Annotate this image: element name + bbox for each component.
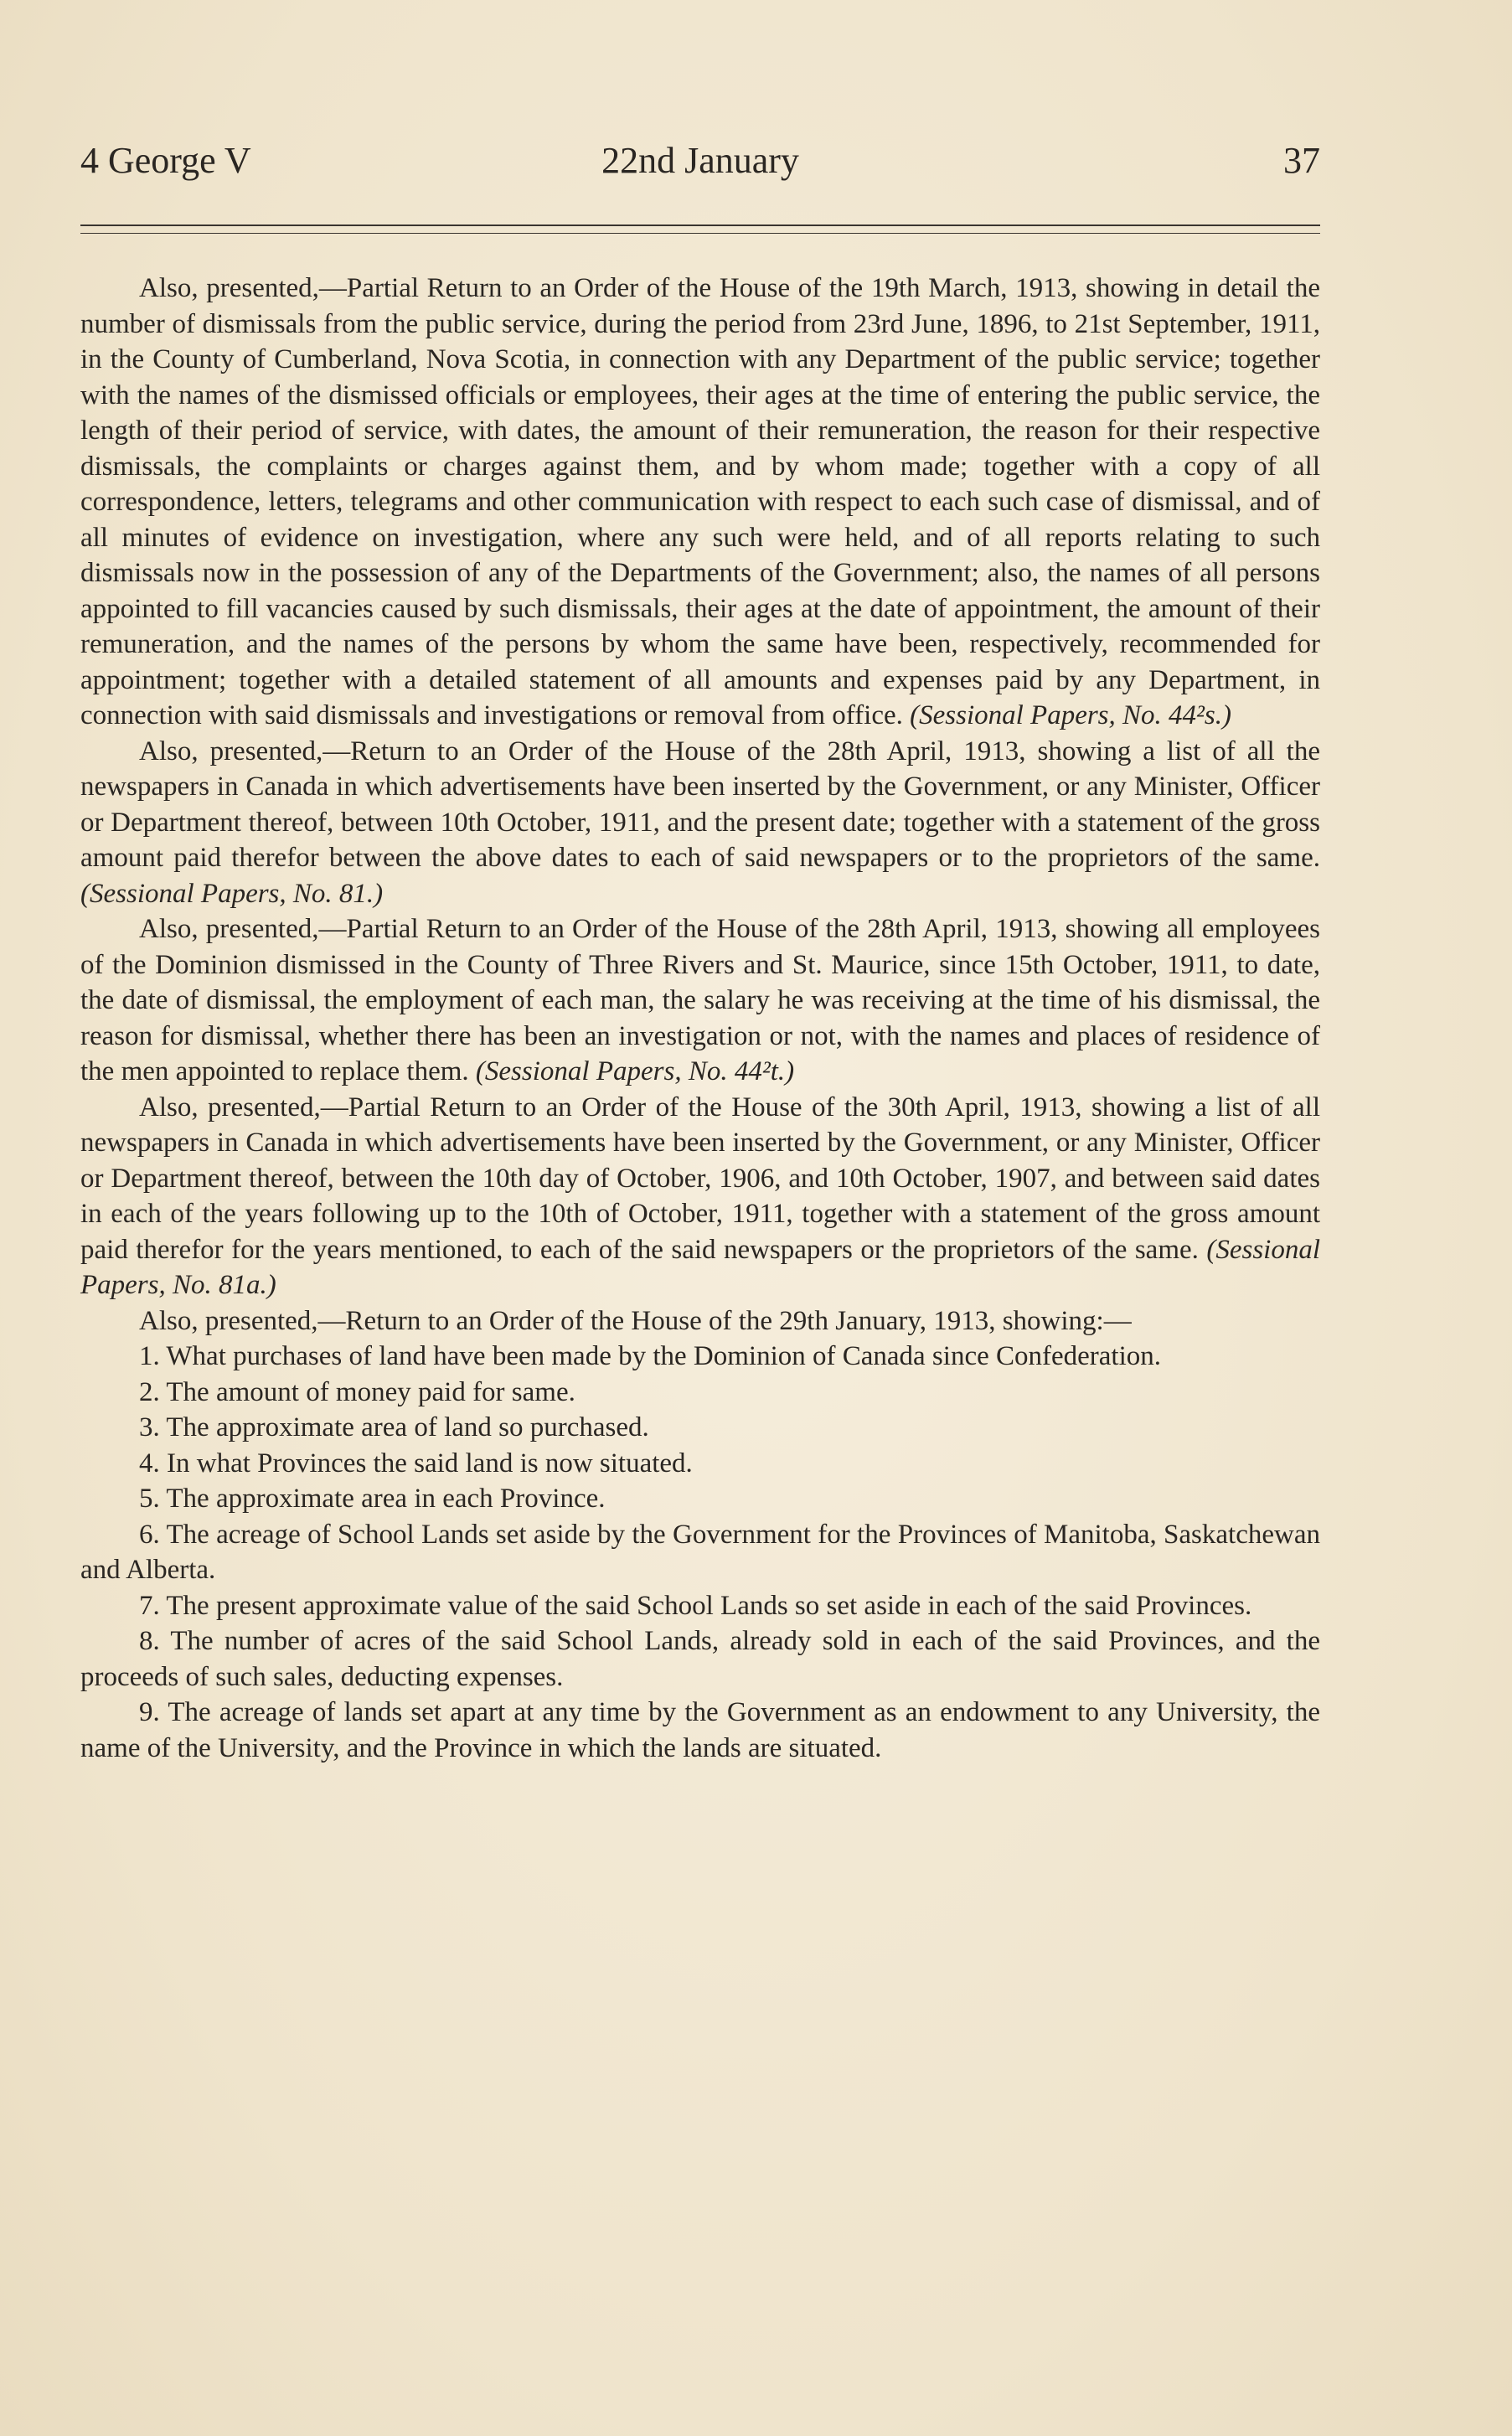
list-item-9: 9. The acreage of lands set apart at any time by the Government as an endowment to any University, the name of the University, and the Province in which the lands are situated.: [80, 1697, 1320, 1763]
list-item-2: 2. The amount of money paid for same.: [139, 1376, 575, 1407]
paragraph-1-reference: (Sessional Papers, No. 44²s.): [910, 700, 1232, 730]
header-rules: [80, 225, 1320, 234]
paragraph-5: [80, 1303, 1320, 1339]
paragraph-1-text: Also, presented,—Partial Return to an Order of the House of the 19th March, 1913, showing in detail the number of dismissals from the public service, during the period from 23rd June, 1896, to 21st September, 1911, in the County of Cumberland, Nova Scotia, in connection with any Department of the public service; together with the names of the dismissed officials or employees, their ages at the time of entering the public service, the length of their period of service, with dates, the amount of their remuneration, the reason for their respective dismissals, the complaints or charges against them, and by whom made; together with a copy of all correspondence, letters, telegrams and other communication with respect to each such case of dismissal, and of all minutes of evidence on investigation, where any such were held, and of all reports relating to such dismissals now in the possession of any of the Departments of the Government; also, the names of all persons appointed to fill vacancies caused by such dismissals, their ages at the date of appointment, the amount of their remuneration, and the names of the persons by whom the same have been, respectively, recommended for appointment; together with a detailed statement of all amounts and expenses paid by any Department, in connection with said dismissals and investigations or removal from office.: [80, 273, 1320, 730]
page: [80, 142, 1320, 1766]
list-item-4: 4. In what Provinces the said land is now situated.: [139, 1448, 693, 1479]
list-item-6: 6. The acreage of School Lands set aside by the Government for the Provinces of Manitoba, Saskatchewan and Alberta.: [80, 1519, 1320, 1585]
paragraph-2: [80, 734, 1320, 912]
header-regnal-year: 4 George V: [80, 140, 251, 181]
header-rule-top: [80, 225, 1320, 226]
list-item-8: 8. The number of acres of the said School Lands, already sold in each of the said Provinces, and the proceeds of such sales, deducting expenses.: [80, 1626, 1320, 1692]
paragraph-4-text: Also, presented,—Partial Return to an Order of the House of the 30th April, 1913, showing a list of all newspapers in Canada in which advertisements have been inserted by the Government, or any Minister, Officer or Department thereof, between the 10th day of October, 1906, and 10th October, 1907, and between said dates in each of the years following up to the 10th of October, 1911, together with a statement of the gross amount paid therefor for the years mentioned, to each of the said newspapers or the proprietors of the same.: [80, 1092, 1320, 1265]
header-date: 22nd January: [601, 140, 799, 181]
list-item-5: 5. The approximate area in each Province.: [139, 1484, 606, 1514]
paragraph-4-reference: (Sessional Papers, No. 81a.): [80, 1234, 1321, 1300]
header-date-container: [80, 142, 1320, 179]
page-number: 37: [1283, 140, 1320, 181]
header-rule-bottom: [80, 233, 1320, 234]
paragraph-2-reference: (Sessional Papers, No. 81.): [80, 878, 384, 909]
list-item-7: 7. The present approximate value of the said School Lands so set aside in each of the said Provinces.: [139, 1590, 1252, 1621]
paragraph-5-text: Also, presented,—Return to an Order of the House of the 29th January, 1913, showing:—: [139, 1305, 1132, 1336]
paragraph-4: [80, 1090, 1320, 1303]
paragraph-3: [80, 911, 1320, 1090]
list-item-1: 1. What purchases of land have been made by the Dominion of Canada since Confederation.: [139, 1341, 1162, 1371]
running-head: [80, 142, 1320, 193]
paragraph-3-reference: (Sessional Papers, No. 44²t.): [475, 1056, 795, 1086]
list-item-3: 3. The approximate area of land so purchased.: [139, 1412, 649, 1443]
paragraph-2-text: Also, presented,—Return to an Order of the House of the 28th April, 1913, showing a list of all the newspapers in Canada in which advertisements have been inserted by the Government, or any Minister, Officer or Department thereof, between 10th October, 1911, and the present date; together with a statement of the gross amount paid therefor between the above dates to each of said newspapers or to the proprietors of the same.: [80, 735, 1320, 873]
paragraph-1: [80, 271, 1320, 734]
journal-body: [80, 271, 1320, 1766]
paragraph-3-text: Also, presented,—Partial Return to an Order of the House of the 28th April, 1913, showing all employees of the Dominion dismissed in the County of Three Rivers and St. Maurice, since 15th October, 1911, to date, the date of dismissal, the employment of each man, the salary he was receiving at the time of his dismissal, the reason for dismissal, whether there has been an investigation or not, with the names and places of residence of the men appointed to replace them.: [80, 914, 1320, 1086]
